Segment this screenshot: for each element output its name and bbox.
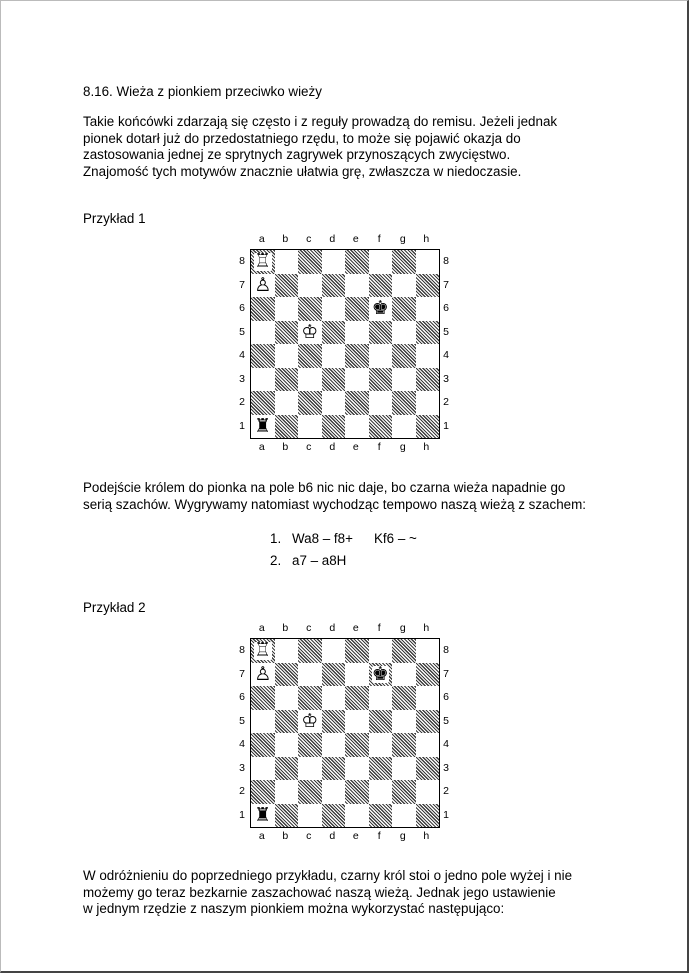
file-label: d: [329, 830, 336, 842]
rank-label: 8: [239, 255, 245, 267]
square-e1: [345, 415, 369, 439]
square-d2: [322, 391, 346, 415]
square-h7: [416, 274, 440, 298]
square-h7: [416, 663, 440, 687]
section-title: 8.16. Wieża z pionkiem przeciwko wieży: [83, 84, 322, 99]
file-label: g: [399, 622, 406, 634]
file-label: g: [399, 233, 406, 245]
comment-line: Podejście królem do pionka na pole b6 nic nic daje, bo czarna wieża napadnie go: [83, 480, 566, 495]
square-g8: [392, 639, 416, 663]
square-b3: [275, 368, 299, 392]
square-g4: [392, 733, 416, 757]
square-f6: [369, 297, 393, 321]
square-g3: [392, 757, 416, 781]
file-labels-top: [250, 233, 438, 247]
square-d7: [322, 274, 346, 298]
square-b3: [275, 757, 299, 781]
example2-label: Przykład 2: [83, 600, 146, 615]
rank-label: 7: [239, 278, 245, 291]
square-f2: [369, 780, 393, 804]
rank-label: 6: [239, 691, 245, 703]
square-c3: [298, 368, 322, 392]
file-label: b: [282, 233, 289, 245]
square-e2: [345, 391, 369, 415]
square-e5: [345, 321, 369, 345]
file-label: f: [377, 830, 381, 842]
square-b8: [275, 639, 299, 663]
square-c5: [298, 710, 322, 734]
square-e5: [345, 710, 369, 734]
square-g1: [392, 804, 416, 828]
intro-line: zastosowania jednej ze sprytnych zagrywek przynoszących zwycięstwo.: [83, 147, 511, 162]
rank-label: 1: [239, 419, 245, 432]
file-label: a: [258, 622, 265, 634]
black-move: Kf6 – ~: [374, 531, 417, 546]
square-f1: [369, 415, 393, 439]
square-e4: [345, 344, 369, 368]
black-king-icon: ♚: [371, 297, 389, 320]
square-d1: [322, 415, 346, 439]
square-f1: [369, 804, 393, 828]
rank-label: 2: [239, 396, 245, 408]
square-h1: [416, 804, 440, 828]
square-b7: [275, 274, 299, 298]
square-c4: [298, 344, 322, 368]
square-f4: [369, 733, 393, 757]
square-c2: [298, 780, 322, 804]
square-g2: [392, 780, 416, 804]
rank-label: 5: [443, 325, 449, 338]
file-label: h: [423, 441, 430, 453]
move-number: 2.: [270, 553, 282, 568]
example2-comment: [83, 868, 572, 918]
square-e8: [345, 639, 369, 663]
square-g4: [392, 344, 416, 368]
square-h5: [416, 321, 440, 345]
comment-line: możemy go teraz bezkarnie zaszachować naszą wieżą. Jednak jego ustawienie: [83, 884, 556, 900]
square-f4: [369, 344, 393, 368]
square-e4: [345, 733, 369, 757]
square-d1: [322, 804, 346, 828]
square-a8: [251, 639, 275, 663]
file-labels-top: [250, 622, 438, 636]
file-label: f: [377, 622, 381, 634]
rank-label: 1: [443, 808, 449, 821]
file-label: e: [352, 830, 359, 842]
square-a3: [251, 757, 275, 781]
square-d5: [322, 321, 346, 345]
square-g6: [392, 686, 416, 710]
square-d3: [322, 368, 346, 392]
rank-label: 8: [443, 644, 449, 656]
file-label: d: [329, 441, 336, 453]
square-e7: [345, 663, 369, 687]
square-h3: [416, 757, 440, 781]
square-c6: [298, 686, 322, 710]
square-b1: [275, 415, 299, 439]
square-h2: [416, 780, 440, 804]
square-a1: [251, 415, 275, 439]
square-h8: [416, 250, 440, 274]
chessboard: [250, 249, 440, 439]
square-b6: [275, 686, 299, 710]
square-d8: [322, 639, 346, 663]
square-a3: [251, 368, 275, 392]
square-c5: [298, 321, 322, 345]
file-label: b: [282, 622, 289, 634]
square-g7: [392, 274, 416, 298]
rank-label: 2: [239, 785, 245, 797]
file-label: c: [306, 622, 312, 634]
rank-label: 1: [443, 419, 449, 432]
rank-label: 5: [239, 714, 245, 727]
chessboard: [250, 638, 440, 828]
square-f7: [369, 274, 393, 298]
file-label: d: [329, 233, 336, 245]
move-row: [270, 528, 417, 550]
square-e7: [345, 274, 369, 298]
square-c6: [298, 297, 322, 321]
rank-label: 2: [443, 396, 449, 408]
square-f2: [369, 391, 393, 415]
file-label: h: [423, 233, 430, 245]
move-list: [270, 528, 417, 572]
square-h1: [416, 415, 440, 439]
square-d4: [322, 733, 346, 757]
square-d2: [322, 780, 346, 804]
square-g5: [392, 321, 416, 345]
example1-comment: [83, 480, 586, 513]
file-label: d: [329, 622, 336, 634]
white-king-icon: ♔: [301, 320, 319, 343]
square-h3: [416, 368, 440, 392]
square-b2: [275, 780, 299, 804]
square-f3: [369, 368, 393, 392]
square-g7: [392, 663, 416, 687]
square-f3: [369, 757, 393, 781]
square-a4: [251, 344, 275, 368]
file-label: c: [306, 830, 312, 842]
square-h4: [416, 733, 440, 757]
square-b5: [275, 710, 299, 734]
move-number: 1.: [270, 531, 282, 546]
square-e3: [345, 368, 369, 392]
rank-labels-right: [440, 639, 452, 827]
rank-label: 6: [443, 302, 449, 314]
white-rook-icon: ♖: [254, 639, 272, 662]
square-a7: [251, 274, 275, 298]
square-e6: [345, 686, 369, 710]
white-rook-icon: ♖: [254, 250, 272, 273]
square-c2: [298, 391, 322, 415]
rank-label: 4: [239, 738, 245, 750]
rank-labels-left: [236, 250, 248, 438]
square-c8: [298, 639, 322, 663]
chess-diagram-1: [236, 233, 452, 457]
square-h4: [416, 344, 440, 368]
example1-label: Przykład 1: [83, 211, 146, 226]
square-b4: [275, 733, 299, 757]
square-a5: [251, 710, 275, 734]
chess-diagram-2: [236, 622, 452, 846]
square-e2: [345, 780, 369, 804]
square-b6: [275, 297, 299, 321]
black-rook-icon: ♜: [254, 414, 272, 437]
file-label: e: [352, 622, 359, 634]
square-g2: [392, 391, 416, 415]
square-f8: [369, 250, 393, 274]
square-e6: [345, 297, 369, 321]
square-f7: [369, 663, 393, 687]
rank-label: 3: [239, 761, 245, 774]
white-move: a7 – a8H: [292, 553, 347, 568]
file-label: b: [282, 441, 289, 453]
file-label: a: [258, 233, 265, 245]
square-d8: [322, 250, 346, 274]
rank-label: 5: [239, 325, 245, 338]
rank-label: 6: [239, 302, 245, 314]
square-e8: [345, 250, 369, 274]
black-rook-icon: ♜: [254, 803, 272, 826]
square-e1: [345, 804, 369, 828]
square-g3: [392, 368, 416, 392]
square-a5: [251, 321, 275, 345]
square-a6: [251, 686, 275, 710]
file-label: a: [258, 830, 265, 842]
comment-line: w jednym rzędzie z naszym pionkiem można wykorzystać następująco:: [83, 901, 505, 916]
square-a1: [251, 804, 275, 828]
square-g8: [392, 250, 416, 274]
square-c7: [298, 663, 322, 687]
file-label: c: [306, 233, 312, 245]
square-f5: [369, 710, 393, 734]
square-b1: [275, 804, 299, 828]
file-label: f: [377, 233, 381, 245]
rank-label: 3: [443, 372, 449, 385]
file-label: g: [399, 830, 406, 842]
square-d4: [322, 344, 346, 368]
move-row: [270, 550, 417, 572]
file-labels-bottom: [250, 830, 438, 844]
intro-line: pionek dotarł już do przedostatniego rzędu, to może się pojawić okazja do: [83, 130, 521, 146]
comment-line: serią szachów. Wygrywamy natomiast wychodząc tempowo naszą wieżą z szachem:: [83, 496, 586, 512]
rank-label: 4: [443, 349, 449, 361]
file-label: g: [399, 441, 406, 453]
black-king-icon: ♚: [371, 662, 389, 685]
square-h6: [416, 297, 440, 321]
rank-label: 5: [443, 714, 449, 727]
rank-label: 4: [443, 738, 449, 750]
square-a4: [251, 733, 275, 757]
square-b2: [275, 391, 299, 415]
square-f5: [369, 321, 393, 345]
square-b8: [275, 250, 299, 274]
comment-line: W odróżnieniu do poprzedniego przykładu, czarny król stoi o jedno pole wyżej i nie: [83, 868, 573, 883]
rank-label: 3: [443, 761, 449, 774]
rank-label: 8: [443, 255, 449, 267]
square-c7: [298, 274, 322, 298]
square-h8: [416, 639, 440, 663]
square-a2: [251, 780, 275, 804]
file-label: a: [258, 441, 265, 453]
square-g1: [392, 415, 416, 439]
file-label: e: [352, 233, 359, 245]
rank-label: 7: [239, 667, 245, 680]
square-d5: [322, 710, 346, 734]
rank-label: 6: [443, 691, 449, 703]
square-d7: [322, 663, 346, 687]
square-h6: [416, 686, 440, 710]
square-g6: [392, 297, 416, 321]
square-c1: [298, 804, 322, 828]
rank-label: 7: [443, 278, 449, 291]
square-a8: [251, 250, 275, 274]
rank-label: 8: [239, 644, 245, 656]
square-c4: [298, 733, 322, 757]
intro-line: Znajomość tych motywów znacznie ułatwia grę, zwłaszcza w niedoczasie.: [83, 163, 522, 179]
white-pawn-icon: ♙: [254, 273, 272, 296]
file-label: e: [352, 441, 359, 453]
rank-labels-right: [440, 250, 452, 438]
square-b4: [275, 344, 299, 368]
file-label: b: [282, 830, 289, 842]
file-label: c: [306, 441, 312, 453]
rank-label: 2: [443, 785, 449, 797]
square-d6: [322, 297, 346, 321]
intro-line: Takie końcówki zdarzają się często i z reguły prowadzą do remisu. Jeżeli jednak: [83, 114, 558, 129]
square-b7: [275, 663, 299, 687]
square-h5: [416, 710, 440, 734]
rank-labels-left: [236, 639, 248, 827]
intro-paragraph: [83, 114, 557, 180]
square-a2: [251, 391, 275, 415]
square-h2: [416, 391, 440, 415]
square-d6: [322, 686, 346, 710]
file-labels-bottom: [250, 441, 438, 455]
rank-label: 4: [239, 349, 245, 361]
file-label: f: [377, 441, 381, 453]
square-g5: [392, 710, 416, 734]
square-f8: [369, 639, 393, 663]
square-c8: [298, 250, 322, 274]
white-king-icon: ♔: [301, 709, 319, 732]
square-e3: [345, 757, 369, 781]
file-label: h: [423, 622, 430, 634]
rank-label: 1: [239, 808, 245, 821]
square-d3: [322, 757, 346, 781]
white-move: Wa8 – f8+: [292, 531, 353, 546]
white-pawn-icon: ♙: [254, 662, 272, 685]
square-c1: [298, 415, 322, 439]
square-f6: [369, 686, 393, 710]
square-c3: [298, 757, 322, 781]
square-a7: [251, 663, 275, 687]
square-b5: [275, 321, 299, 345]
rank-label: 7: [443, 667, 449, 680]
file-label: h: [423, 830, 430, 842]
rank-label: 3: [239, 372, 245, 385]
square-a6: [251, 297, 275, 321]
